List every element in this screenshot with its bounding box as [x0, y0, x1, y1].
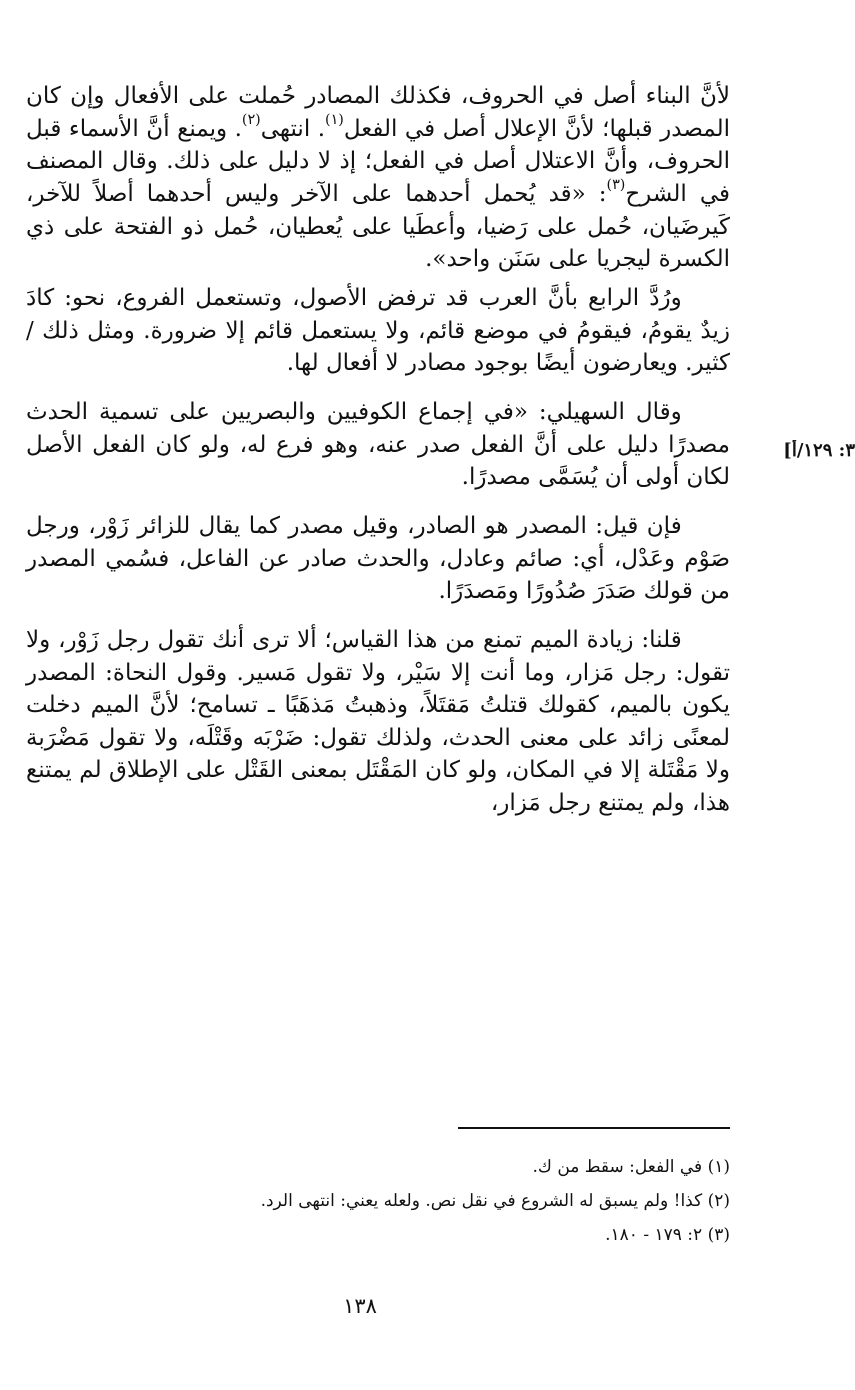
footnote-3: (٣) ٢: ١٧٩ - ١٨٠. — [605, 1225, 730, 1245]
paragraph-2 — [26, 282, 730, 380]
paragraph-5 — [26, 624, 730, 820]
text-run: فإن قيل: المصدر هو الصادر، وقيل مصدر كما يقال للزائر زَوْر، ورجل صَوْم وعَدْل، أي: صائم وعادل، والحدث صادر عن الفاعل، فسُمي المصدر من قولك صَدَرَ صُدُورًا ومَصدَرًا. — [26, 512, 730, 605]
text-run: ورُدَّ الرابع بأنَّ العرب قد ترفض الأصول، وتستعمل الفروع، نحو: كادَ زيدٌ يقومُ، فيقومُ في موضع قائم، ولا يستعمل قائم إلا ضرورة. ومثل ذلك /كثير. ويعارضون أيضًا بوجود مصادر لا أفعال لها. — [26, 284, 730, 377]
page-number: ١٣٨ — [343, 1294, 377, 1318]
text-run: . ويمنع أنَّ الأسماء قبل الحروف، وأنَّ الاعتلال أصل في الفعل؛ إذ لا دليل على ذلك. وقال المصنف في الشرح — [26, 115, 730, 207]
paragraph-4 — [26, 510, 730, 608]
text-run: وقال السهيلي: «في إجماع الكوفيين والبصريين على تسمية الحدث مصدرًا دليل على أنَّ الفعل صدر عنه، وهو فرع له، ولو كان الفعل الأصل لكان أولى أن يُسَمَّى مصدرًا. — [26, 398, 730, 491]
text-run: لأنَّ البناء أصل في الحروف، فكذلك المصادر حُملت على الأفعال وإن كان المصدر قبلها؛ لأنَّ الإعلال أصل في الفعل — [26, 83, 730, 142]
footnote-1: (١) في الفعل: سقط من ك. — [532, 1157, 730, 1177]
footnote-marker: (٢) — [241, 111, 261, 128]
footnotes — [60, 1150, 730, 1252]
footnote-separator — [458, 1127, 730, 1129]
paragraph-3 — [26, 396, 730, 494]
paragraph-1 — [26, 80, 730, 276]
text-run: : «قد يُحمل أحدهما على الآخر وليس أحدهما أصلاً للآخر، كَيرضَيان، حُمل على رَضيا، وأعطَيا على يُعطيان، حُمل ذو الفتحة على ذي الكسرة ليجريا على سَنَن واحد». — [26, 180, 730, 273]
footnote-2: (٢) كذا! ولم يسبق له الشروع في نقل نص. ولعله يعني: انتهى الرد. — [260, 1191, 730, 1211]
manuscript-margin-note: ٣: ١٢٩/أ] — [783, 440, 855, 461]
footnote-marker: (٣) — [606, 176, 626, 193]
text-run: قلنا: زيادة الميم تمنع من هذا القياس؛ ألا ترى أنك تقول رجل زَوْر، ولا تقول: رجل مَزار، وما أنت إلا سَيْر، ولا تقول مَسير. وقول النحاة: المصدر يكون بالميم، كقولك قتلتُ مَقتَلاً، وذهبتُ مَذهَبًا ـ تسامح؛ لأنَّ الميم دخلت لمعنًى زائد على معنى الحدث، ولذلك تقول: ضَرْبَه وقَتْلَه، ولا تقول مَضْرَبة ولا مَقْتَلة إلا في المكان، ولو كان المَقْتَل بمعنى القَتْل على الإطلاق لم يمتنع هذا، ولم يمتنع رجل مَزار، — [26, 626, 730, 817]
main-text — [26, 80, 730, 820]
footnote-marker: (١) — [325, 111, 344, 128]
text-run: . انتهى — [260, 115, 326, 142]
